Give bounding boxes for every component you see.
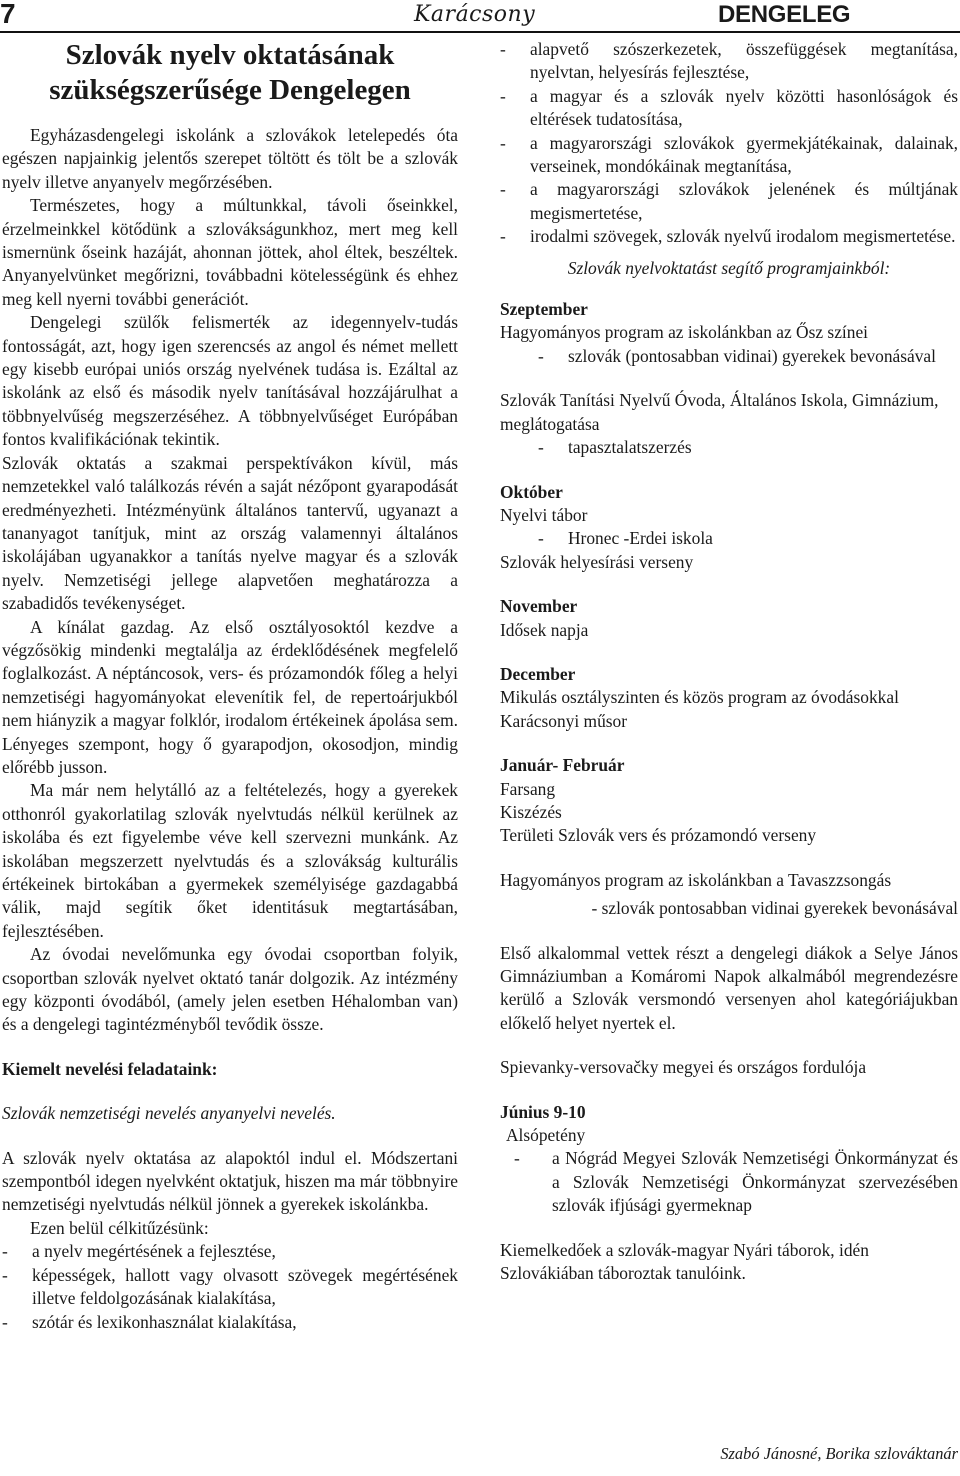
paragraph: Kiemelkedőek a szlovák-magyar Nyári táborok, idén Szlovákiában táboroztak tanulóink.	[500, 1239, 869, 1284]
program-line: Szlovák Tanítási Nyelvű Óvoda, Általános Iskola, Gimnázium, meglátogatása	[500, 390, 939, 434]
dash-bullet: -	[2, 1264, 8, 1285]
header-rule	[0, 31, 960, 33]
list-item	[500, 178, 958, 225]
list-item-text: Hronec -Erdei iskola	[568, 528, 713, 549]
list-item-text: a magyar és a szlovák nyelv közötti hasonlóságok és eltérések tudatosítása,	[530, 85, 958, 130]
month-heading: November	[500, 596, 578, 617]
paragraph: Spievanky-versovačky megyei és országos fordulója	[500, 1057, 867, 1078]
paragraph: Az óvodai nevelőmunka egy óvodai csoportban folyik, csoportban szlovák nyelvet oktató tanár dolgozik. Az intézmény egy központi óvodából, (amely jelen esetben Héhalomban van) és a dengelegi tagintézményből tevődik össze.	[2, 944, 458, 1035]
program-line: Idősek napja	[500, 619, 589, 640]
program-line: Szlovák helyesírási verseny	[500, 551, 694, 572]
section-title: Karácsony	[414, 2, 536, 27]
paragraph: A kínálat gazdag. Az első osztályosoktól kezdve a végzősökig mindenki megtalálja az érdeklődésének megfelelő foglalkozást. A néptáncosok, vers- és prózamondók főleg a helyi nemzetiségi hagyományokat elevenítik fel, de repertoárjukból nem hiányzik a magyar folklór, irodalom értékeinek ápolása sem. Lényeges szempont, hogy ő gyarapodjon, okosodjon, mindig előrébb jusson.	[2, 616, 458, 777]
program-line: Alsópetény	[506, 1125, 586, 1146]
list-item-text: a magyarországi szlovákok jelenének és múltjának megismertetése,	[530, 179, 958, 223]
paragraph: Dengelegi szülők felismerték az idegennyelv-tudás fontosságát, azt, hogy igen szerencsés az angol és német mellett egy kisebb európai uniós ország nyelvének tudása is. Ezáltal az iskolánk az első és második nyelv tanításával hozzájárulhat a többnyelvűség megszerzéséhez. A többnyelvűséget Európában fontos kvalifikációnak tekintik.	[2, 312, 458, 450]
list-item	[500, 436, 958, 459]
month-heading: Szeptember	[500, 299, 588, 320]
program-line: Területi Szlovák vers és prózamondó verseny	[500, 825, 817, 846]
month-heading: December	[500, 663, 576, 684]
paragraph: A szlovák nyelv oktatása az alapoktól indul el. Módszertani szempontból idegen nyelvként oktatjuk, hiszen ma már többnyire nemzetiségi nyelvtudás nélkül jönnek a gyerekek iskolánkba.	[2, 1147, 458, 1215]
dash-bullet: -	[500, 226, 506, 247]
author-signature: Szabó Jánosné, Borika szlováktanár	[720, 1444, 958, 1463]
dash-bullet: -	[500, 85, 506, 106]
program-line: Kiszézés	[500, 801, 562, 822]
program-line: Farsang	[500, 778, 556, 799]
list-item-text: képességek, hallott vagy olvasott szövegek megértésének illetve feldolgozásának kialakítása,	[32, 1264, 458, 1309]
tasks-subheading: Szlovák nemzetiségi nevelés anyanyelvi nevelés.	[2, 1103, 336, 1124]
list-item	[500, 85, 958, 132]
tasks-heading: Kiemelt nevelési feladataink:	[2, 1058, 218, 1079]
left-column	[2, 38, 458, 1334]
program-line: Hagyományos program az iskolánkban az Ősz színei	[500, 322, 868, 343]
list-item-text: a nyelv megértésének a fejlesztése,	[32, 1241, 276, 1262]
list-item-text: szlovák (pontosabban vidinai) gyerekek bevonásával	[568, 345, 936, 366]
dash-bullet: -	[2, 1241, 8, 1262]
paragraph: Szlovák oktatás a szakmai perspektívákon kívül, más nemzetekkel való találkozás révén a saját nézőpont gyarapodását eredményezheti. Intézményünk általános tantervű, ugyanazt a tananyagot tanítjuk, mint az ország valamennyi általános iskolájában ugyanakkor a tanítás nyelve magyar és a szlovák nyelv. Nemzetiségi jellege alapvetően meghatározza a szabadidős tevékenységet.	[2, 452, 458, 614]
list-item	[2, 1240, 458, 1263]
month-heading: Október	[500, 481, 563, 502]
paragraph: Természetes, hogy a múltunkkal, távoli őseinkkel, érzelmeinkkel kötődünk a szlovákságunkhoz, mert meg kell ismernünk őseink hazáját, ahonnan jöttek, ahol éltek, beszéltek. Anyanyelvünket megőrizni, továbbadni kötelességünk és ehhez meg kell nyerni további generációt.	[2, 195, 458, 309]
article-title-line-1: Szlovák nyelv oktatásának	[65, 39, 395, 71]
month-heading: Január- Február	[500, 755, 625, 776]
page-header	[0, 0, 960, 30]
list-item-text: szótár és lexikonhasználat kialakítása,	[32, 1311, 297, 1332]
program-line: - szlovák pontosabban vidinai gyerekek bevonásával	[591, 898, 958, 919]
dash-bullet: -	[2, 1311, 8, 1332]
article-title-line-2: szükségszerűsége Dengelegen	[49, 74, 411, 106]
dash-bullet: -	[500, 39, 506, 59]
list-item	[500, 38, 958, 85]
program-line: Mikulás osztályszinten és közös program az óvodásokkal	[500, 687, 899, 708]
page-number: 7	[0, 0, 16, 29]
list-item-text: a magyarországi szlovákok gyermekjátékainak, dalainak, verseinek, mondókáinak megtanítása,	[530, 132, 958, 177]
list-item	[500, 527, 958, 550]
list-item-text: alapvető szószerkezetek, összefüggések megtanítása, nyelvtan, helyesírás fejlesztése,	[530, 39, 958, 83]
dash-bullet: -	[500, 179, 506, 200]
dash-bullet: -	[538, 437, 544, 458]
list-item	[500, 225, 958, 248]
program-line: Nyelvi tábor	[500, 504, 588, 525]
dash-bullet: -	[538, 528, 544, 549]
dash-bullet: -	[514, 1148, 520, 1169]
paragraph: Ma már nem helytálló az a feltételezés, hogy a gyerekek otthonról gyakorlatilag szlovák nyelvtudás nélkül kerülnek az iskolába és ezt figyelembe véve kell szervezni munkánk. Az iskolában megszerzett nyelvtudás és a szlovákság kulturális értékeinek birtokában a gyermekek személyisége gazdagabbá válik, majd segítik őket identitásuk megtartásában, fejlesztésében.	[2, 780, 458, 941]
list-item	[500, 1147, 958, 1217]
paragraph: Első alkalommal vettek részt a dengelegi diákok a Selye János Gimnáziumban a Komáromi Napok alkalmából megrendezésre kerülő a Szlovák versmondó versenyen ahol kategóriájukban előkelő helyet nyertek el.	[500, 942, 958, 1033]
list-item	[500, 132, 958, 179]
dash-bullet: -	[500, 132, 506, 153]
paragraph: Egyházasdengelegi iskolánk a szlovákok letelepedés óta egészen napjainkig jelentős szerepet töltött és tölt be a szlovák nyelv illetve anyanyelv megőrzésében.	[2, 125, 458, 192]
program-line: Hagyományos program az iskolánkban a Tavaszzsongás	[500, 869, 892, 890]
masthead: DENGELEG	[718, 1, 851, 28]
dash-bullet: -	[538, 345, 544, 366]
list-item	[500, 345, 958, 368]
list-item-text: tapasztalatszerzés	[568, 437, 692, 458]
list-item-text: a Nógrád Megyei Szlovák Nemzetiségi Önkormányzat és a Szlovák Nemzetiségi Önkormányzat szervezésében szlovák ifjúsági gyermeknap	[552, 1148, 958, 1216]
programs-heading: Szlovák nyelvoktatást segítő programjainkból:	[567, 257, 891, 278]
list-item-text: irodalmi szövegek, szlovák nyelvű irodalom megismertetése.	[530, 226, 956, 247]
right-column	[500, 38, 958, 1285]
goals-intro: Ezen belül célkitűzésünk:	[30, 1217, 209, 1238]
list-item	[2, 1311, 458, 1334]
list-item	[2, 1264, 458, 1311]
article-title	[2, 38, 458, 108]
program-line: Karácsonyi műsor	[500, 710, 628, 731]
month-heading: Június 9-10	[500, 1101, 586, 1122]
